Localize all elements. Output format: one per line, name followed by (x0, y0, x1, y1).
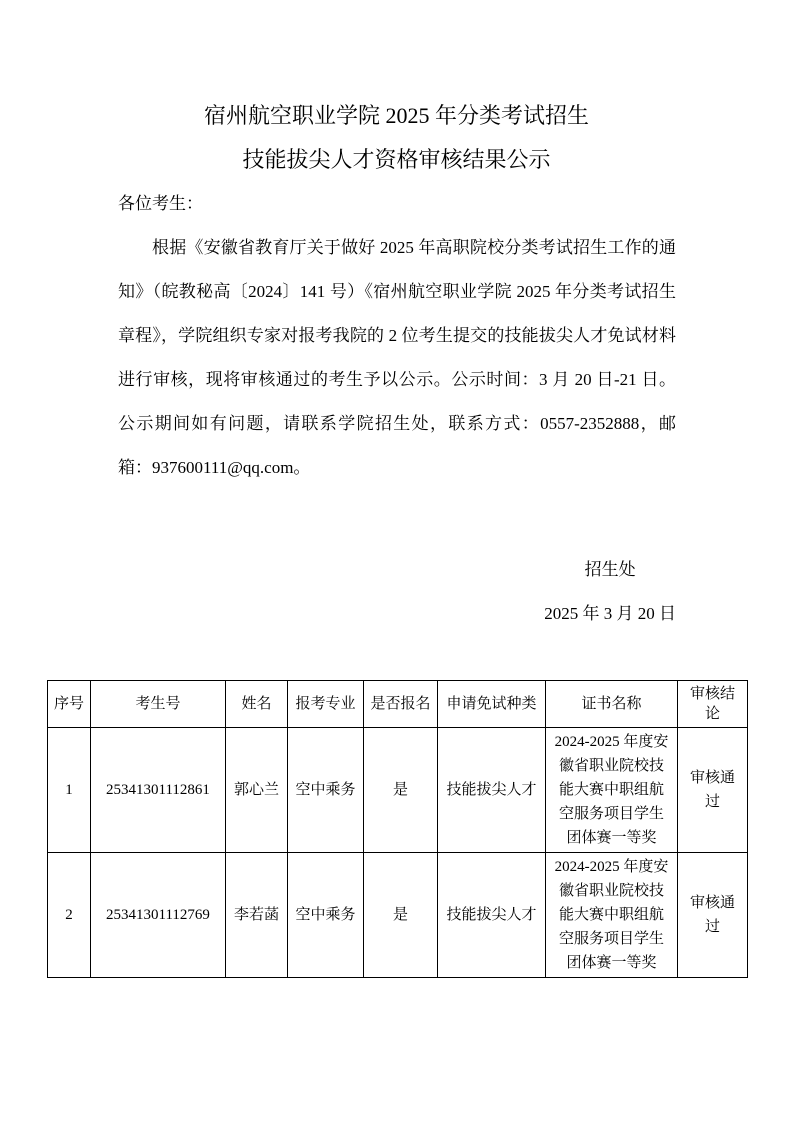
table-row (48, 728, 748, 853)
review-result-table (47, 680, 748, 978)
header-candidate-no: 考生号 (91, 681, 226, 728)
cell-candidate-no: 25341301112769 (91, 853, 226, 978)
cell-name: 李若菡 (226, 853, 288, 978)
salutation: 各位考生： (118, 194, 203, 213)
header-major: 报考专业 (288, 681, 364, 728)
title-line-2: 技能拔尖人才资格审核结果公示 (242, 147, 551, 172)
cell-major: 空中乘务 (288, 728, 364, 853)
header-index: 序号 (48, 681, 91, 728)
header-result: 审核结论 (678, 681, 748, 728)
cell-candidate-no: 25341301112861 (91, 728, 226, 853)
cell-exemption-type: 技能拔尖人才 (438, 728, 546, 853)
signature-date: 2025 年 3 月 20 日 (544, 604, 676, 623)
table-row (48, 853, 748, 978)
cell-result: 审核通过 (678, 853, 748, 978)
body-paragraph: 根据《安徽省教育厅关于做好 2025 年高职院校分类考试招生工作的通知》（皖教秘高〔2024〕141 号）《宿州航空职业学院 2025 年分类考试招生章程》，学院组织专家对报考我院的 2 位考生提交的技能拔尖人才免试材料进行审核，现将审核通过的考生予以公示。公示时间：3 月 20 日-21 日。公示期间如有问题，请联系学院招生处，联系方式：0557-2352888，邮箱：937600111@qq.com。 (118, 238, 676, 477)
cell-exemption-type: 技能拔尖人才 (438, 853, 546, 978)
cell-index: 1 (48, 728, 91, 853)
cell-certificate: 2024-2025 年度安徽省职业院校技能大赛中职组航空服务项目学生团体赛一等奖 (546, 728, 678, 853)
signature-block (544, 548, 676, 636)
cell-name: 郭心兰 (226, 728, 288, 853)
cell-major: 空中乘务 (288, 853, 364, 978)
cell-registered: 是 (364, 728, 438, 853)
header-certificate: 证书名称 (546, 681, 678, 728)
cell-index: 2 (48, 853, 91, 978)
cell-registered: 是 (364, 853, 438, 978)
header-registered: 是否报名 (364, 681, 438, 728)
header-exemption-type: 申请免试种类 (438, 681, 546, 728)
title-line-1: 宿州航空职业学院 2025 年分类考试招生 (203, 103, 589, 128)
table-header-row (48, 681, 748, 728)
cell-result: 审核通过 (678, 728, 748, 853)
cell-certificate: 2024-2025 年度安徽省职业院校技能大赛中职组航空服务项目学生团体赛一等奖 (546, 853, 678, 978)
document-title (0, 0, 793, 182)
signer-department: 招生处 (584, 560, 636, 579)
header-name: 姓名 (226, 681, 288, 728)
document-body (118, 182, 676, 636)
